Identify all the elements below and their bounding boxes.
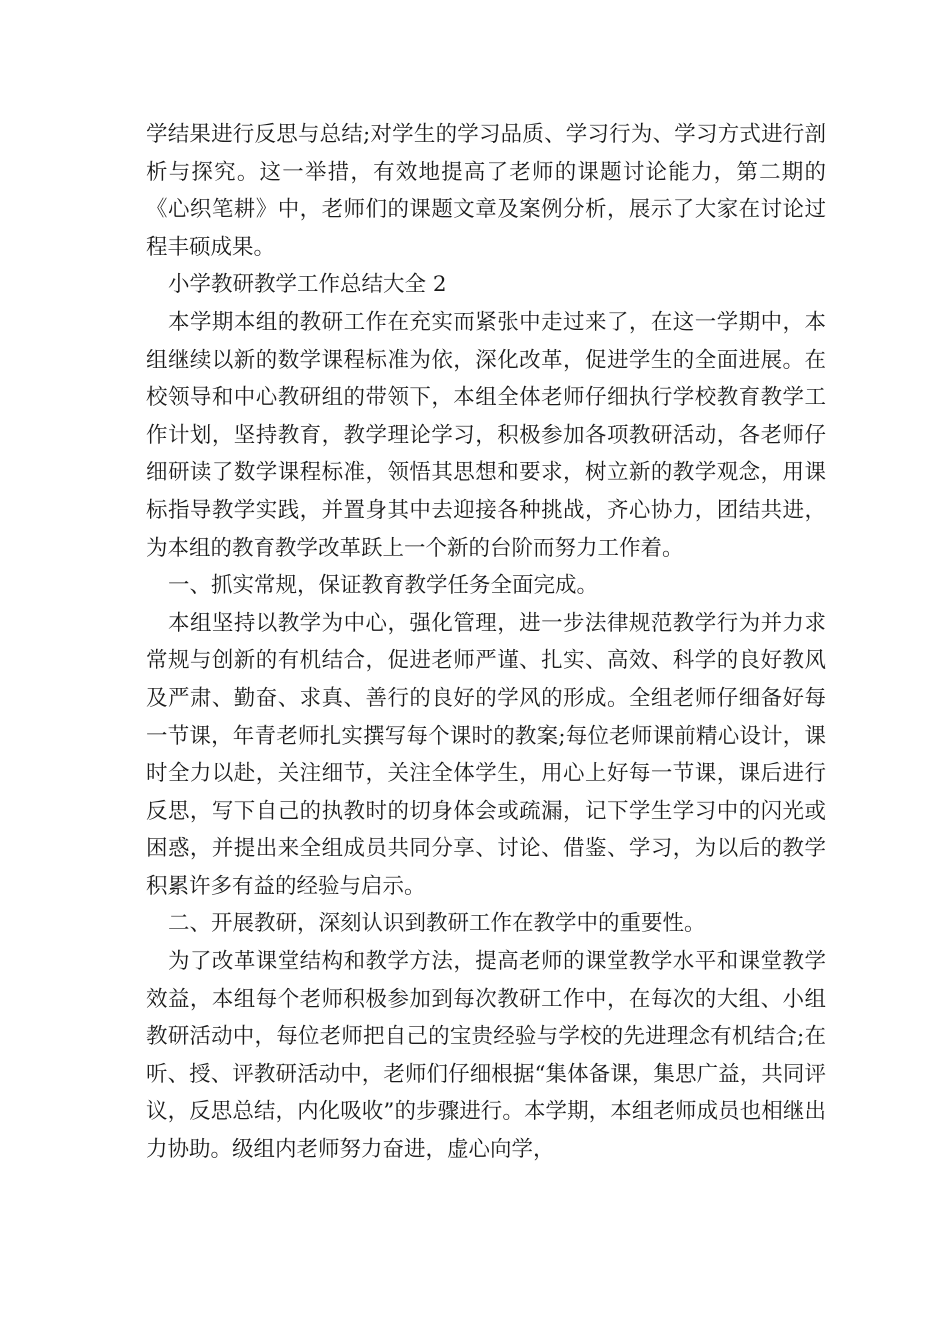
section-heading-1: 一、抓实常规，保证教育教学任务全面完成。	[168, 573, 599, 599]
paragraph-intro: 本学期本组的教研工作在充实而紧张中走过来了，在这一学期中，本组继续以新的数学课程标准为依，深化改革，促进学生的全面进展。在校领导和中心教研组的带领下，本组全体老师仔细执行学校教育教学工作计划，坚持教育，教学理论学习，积极参加各项教研活动，各老师仔细研读了数学课程标准，领悟其思想和要求，树立新的教学观念，用课标指导教学实践，并置身其中去迎接各种挑战，齐心协力，团结共进，为本组的教育教学改革跃上一个新的台阶而努力工作着。	[146, 309, 826, 561]
section-title: 小学教研教学工作总结大全 2	[168, 272, 447, 298]
paragraph-research: 为了改革课堂结构和教学方法，提高老师的课堂教学水平和课堂教学效益，本组每个老师积极参加到每次教研工作中，在每次的大组、小组教研活动中，每位老师把自己的宝贵经验与学校的先进理念有机结合;在听、授、评教研活动中，老师们仔细根据“集体备课，集思广益，共同评议，反思总结，内化吸收”的步骤进行。本学期，本组老师成员也相继出力协助。级组内老师努力奋进，虚心向学，	[146, 949, 826, 1163]
document-body	[146, 116, 826, 1169]
paragraph-continued: 学结果进行反思与总结;对学生的学习品质、学习行为、学习方式进行剖析与探究。这一举措，有效地提高了老师的课题讨论能力，第二期的《心织笔耕》中，老师们的课题文章及案例分析，展示了大家在讨论过程丰硕成果。	[146, 122, 826, 260]
section-heading-2: 二、开展教研，深刻认识到教研工作在教学中的重要性。	[168, 911, 706, 937]
paragraph-routine: 本组坚持以教学为中心，强化管理，进一步法律规范教学行为并力求常规与创新的有机结合，促进老师严谨、扎实、高效、科学的良好教风及严肃、勤奋、求真、善行的良好的学风的形成。全组老师仔细备好每一节课，年青老师扎实撰写每个课时的教案;每位老师课前精心设计，课时全力以赴，关注细节，关注全体学生，用心上好每一节课，课后进行反思，写下自己的执教时的切身体会或疏漏，记下学生学习中的闪光或困惑，并提出来全组成员共同分享、讨论、借鉴、学习，为以后的教学积累许多有益的经验与启示。	[146, 610, 826, 899]
